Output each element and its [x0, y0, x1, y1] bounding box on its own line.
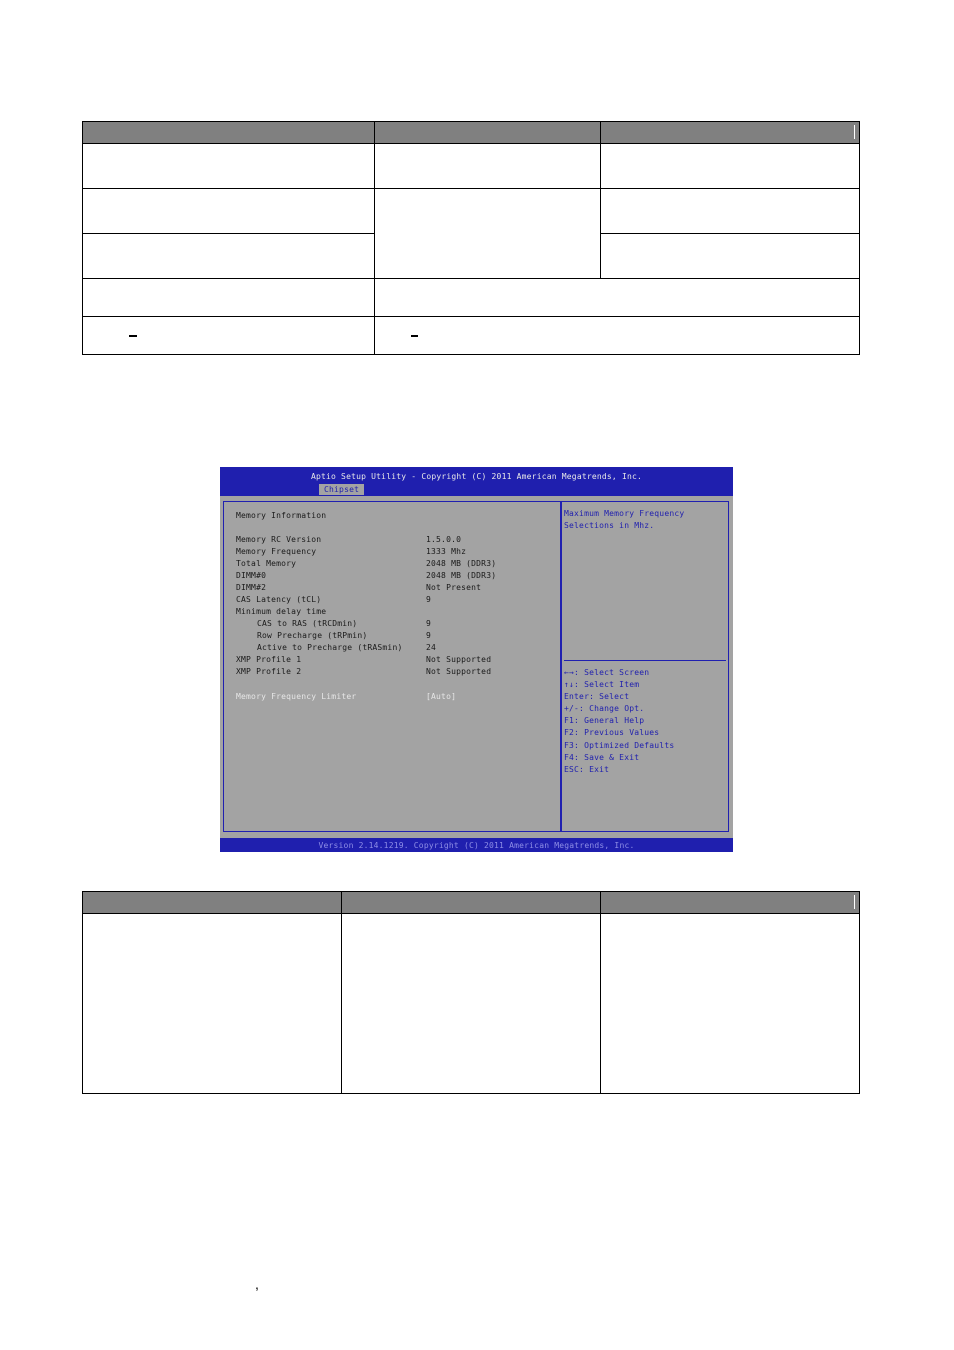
row-value: 1.5.0.0 [426, 535, 462, 544]
bios-title-bar [220, 467, 733, 496]
key-hint: F2: Previous Values [564, 728, 660, 737]
table-row [83, 914, 860, 1094]
row-label: Minimum delay time [236, 607, 327, 616]
key-hint: ESC: Exit [564, 765, 610, 774]
key-hint: ↑↓: Select Item [564, 680, 640, 689]
row-label: DIMM#2 [236, 583, 267, 592]
key-hint: F3: Optimized Defaults [564, 741, 675, 750]
row-value: Not Supported [426, 667, 492, 676]
row-label: Row Precharge (tRPmin) [257, 631, 368, 640]
row-label: CAS to RAS (tRCDmin) [257, 619, 358, 628]
tab-chipset[interactable]: Chipset [319, 484, 364, 495]
memory-frequency-limiter-label[interactable]: Memory Frequency Limiter [236, 692, 357, 701]
row-label: XMP Profile 1 [236, 655, 302, 664]
row-label: Memory Frequency [236, 547, 317, 556]
row-value: Not Supported [426, 655, 492, 664]
upper-options-table [82, 121, 860, 355]
row-value: 9 [426, 595, 432, 604]
table-row [83, 189, 860, 234]
bios-help-panel [561, 501, 729, 832]
row-value: Not Present [426, 583, 482, 592]
row-value: 1333 Mhz [426, 547, 467, 556]
bios-footer-bar [220, 838, 733, 852]
help-text: Maximum Memory Frequency [564, 509, 685, 518]
row-label: Active to Precharge (tRASmin) [257, 643, 403, 652]
bios-main-panel [223, 501, 561, 832]
help-divider [564, 660, 726, 661]
key-hint: F1: General Help [564, 716, 645, 725]
bios-setup-screenshot [220, 467, 733, 852]
row-label: CAS Latency (tCL) [236, 595, 322, 604]
key-hint: Enter: Select [564, 692, 630, 701]
row-value: 24 [426, 643, 437, 652]
table-row [83, 144, 860, 189]
section-heading: Memory Information [236, 511, 327, 520]
table-row [83, 279, 860, 317]
row-value: 9 [426, 619, 432, 628]
row-label: XMP Profile 2 [236, 667, 302, 676]
table-row [83, 317, 860, 355]
lower-options-table [82, 891, 860, 1094]
bios-version: Version 2.14.1219. Copyright (C) 2011 American Megatrends, Inc. [318, 841, 635, 850]
row-value: 2048 MB (DDR3) [426, 571, 497, 580]
key-hint: ←→: Select Screen [564, 668, 650, 677]
stray-mark: , [255, 1276, 259, 1292]
memory-frequency-limiter-value[interactable]: [Auto] [426, 692, 457, 701]
row-value: 2048 MB (DDR3) [426, 559, 497, 568]
table-header-row [83, 122, 860, 144]
key-hint: +/-: Change Opt. [564, 704, 645, 713]
row-value: 9 [426, 631, 432, 640]
row-label: DIMM#0 [236, 571, 267, 580]
row-label: Memory RC Version [236, 535, 322, 544]
help-text: Selections in Mhz. [564, 521, 655, 530]
row-label: Total Memory [236, 559, 297, 568]
table-header-row [83, 892, 860, 914]
key-hint: F4: Save & Exit [564, 753, 640, 762]
bios-title: Aptio Setup Utility - Copyright (C) 2011 American Megatrends, Inc. [310, 472, 643, 481]
